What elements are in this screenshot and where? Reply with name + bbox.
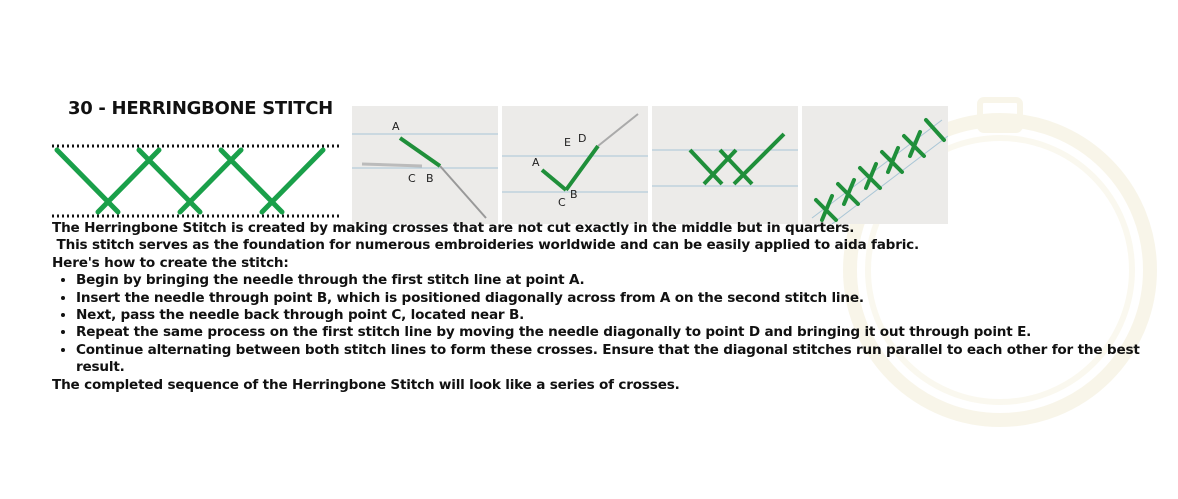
step-photo-3 [652,106,798,224]
photo-label: A [392,120,400,133]
step-photo-4 [802,106,948,224]
step-item: • Next, pass the needle back through point C, located near B. [76,307,1162,324]
intro-line: This stitch serves as the foundation for numerous embroideries worldwide and can be easily applied to aida fabric. [52,237,919,254]
step-photo-2 [502,106,648,224]
step-photo-1 [352,106,498,224]
intro-line: The Herringbone Stitch is created by making crosses that are not cut exactly in the middle but in quarters. [52,220,855,236]
step-item: • Repeat the same process on the first stitch line by moving the needle diagonally to point D and bringing it out through point E. [76,324,1162,341]
photo-label: B [570,188,578,201]
step-photos [352,106,948,224]
step-item: • Continue alternating between both stitch lines to form these crosses. Ensure that the diagonal stitches run parallel to each other for the best result. [76,342,1162,377]
photo-label: E [564,136,571,149]
instructions [52,220,1162,394]
step-item: • Begin by bringing the needle through the first stitch line at point A. [76,272,1162,289]
intro-line: Here's how to create the stitch: [52,254,289,271]
photo-label: D [578,132,587,145]
photo-label: A [532,156,540,169]
page-title: 30 - HERRINGBONE STITCH [68,98,333,119]
step-list [52,272,1162,376]
photo-label: C [558,196,566,209]
conclusion: The completed sequence of the Herringbone Stitch will look like a series of crosses. [52,376,680,393]
photo-label: B [426,172,434,185]
herringbone-diagram [52,128,347,220]
photo-label: C [408,172,416,185]
step-item: • Insert the needle through point B, which is positioned diagonally across from A on the second stitch line. [76,290,1162,307]
